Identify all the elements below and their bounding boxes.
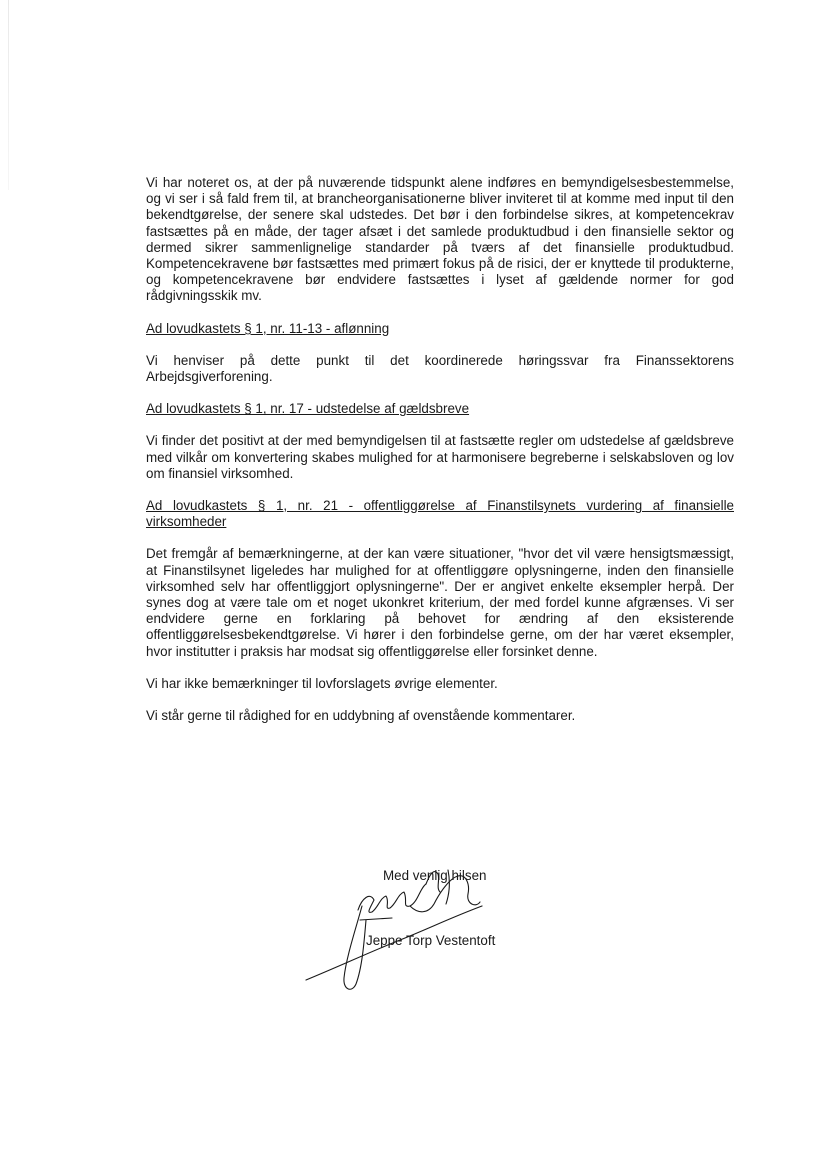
paragraph-competence-requirements: Vi har noteret os, at der på nuværende tidspunkt alene indføres en bemyndigelsesbestemmelse, og vi ser i så fald frem til, at brancheorganisationerne bliver inviteret til at komme med input til den bekendtgørelse, der senere skal udstedes. Det bør i den forbindelse sikres, at kompetencekrav fastsættes på en måde, der tager afsæt i det samlede produktudbud i den finansielle sektor og dermed sikrer sammenlignelige standarder på tværs af det finansielle produktudbud. Kompetencekravene bør fastsættes med primært fokus på de risici, der er knyttede til produkterne, og kompetencekravene bør endvidere fastsættes i lyset af gældende normer for god rådgivningsskik mv. [146, 175, 734, 304]
paragraph-publication: Det fremgår af bemærkningerne, at der kan være situationer, "hvor det vil være hensigtsmæssigt, at Finanstilsynet ligeledes har mulighed for at offentliggøre oplysningerne, inden den finansielle virksomhed selv har offentliggjort oplysningerne". Der er angivet enkelte eksempler herpå. Der synes dog at være tale om et noget ukonkret kriterium, der med fordel kunne afgrænses. Vi ser endvidere gerne en forklaring på behovet for ændring af den eksisterende offentliggørelsesbekendtgørelse. Vi hører i den forbindelse gerne, om der har været eksempler, hvor institutter i praksis har modsat sig offentliggørelse eller forsinket denne. [146, 546, 734, 659]
heading-publication: Ad lovudkastets § 1, nr. 21 - offentliggørelse af Finanstilsynets vurdering af finansielle virksomheder [146, 498, 734, 530]
paragraph-no-further-remarks: Vi har ikke bemærkninger til lovforslagets øvrige elementer. [146, 675, 498, 691]
paragraph-remuneration: Vi henviser på dette punkt til det koordinerede høringssvar fra Finanssektorens Arbejdsgiverforening. [146, 352, 734, 385]
heading-debt-instruments: Ad lovudkastets § 1, nr. 17 - udstedelse af gældsbreve [146, 401, 470, 417]
letter-body [146, 175, 734, 740]
handwritten-signature [300, 848, 510, 998]
paragraph-availability: Vi står gerne til rådighed for en uddybning af ovenstående kommentarer. [146, 708, 576, 724]
signatory-name: Jeppe Torp Vestentoft [366, 933, 496, 948]
heading-remuneration: Ad lovudkastets § 1, nr. 11-13 - aflønning [146, 320, 390, 336]
closing-salutation: Med venlig hilsen [383, 868, 487, 883]
paragraph-debt-instruments: Vi finder det positivt at der med bemyndigelsen til at fastsætte regler om udstedelse af gældsbreve med vilkår om konvertering skabes mulighed for at harmonisere begreberne i selskabsloven og lov om finansiel virksomhed. [146, 433, 734, 481]
scan-edge-line [8, 0, 9, 190]
